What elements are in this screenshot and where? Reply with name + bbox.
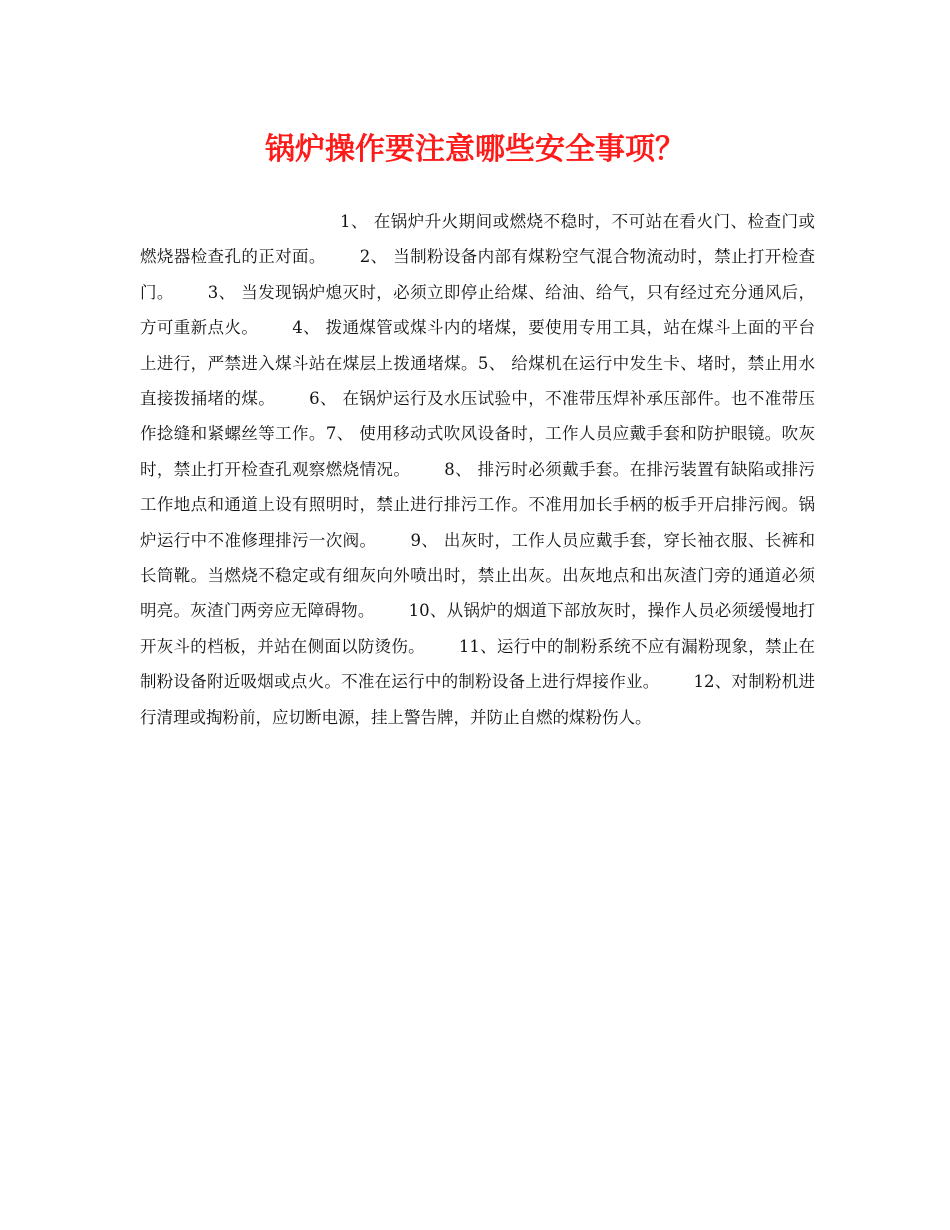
safety-item-5: 5、 给煤机在运行中发生卡、堵时，禁止用水直接拨捅堵的煤。 [140, 353, 815, 409]
safety-item-4: 4、 拨通煤管或煤斗内的堵煤，要使用专用工具，站在煤斗上面的平台上进行，严禁进入煤斗站在煤层上拨通堵煤。 [140, 318, 815, 373]
document-body [140, 204, 815, 735]
safety-item-2: 2、 当制粉设备内部有煤粉空气混合物流动时，禁止打开检查门。 [140, 247, 816, 302]
safety-item-12: 12、对制粉机进行清理或掏粉前，应切断电源，挂上警告牌，并防止自燃的煤粉伤人。 [140, 672, 816, 727]
document-title: 锅炉操作要注意哪些安全事项？ [265, 132, 685, 167]
safety-item-10: 10、从锅炉的烟道下部放灰时，操作人员必须缓慢地打开灰斗的档板，并站在侧面以防烫伤。 [140, 601, 816, 656]
safety-item-11: 11、运行中的制粉系统不应有漏粉现象，禁止在制粉设备附近吸烟或点火。不准在运行中的制粉设备上进行焊接作业。 [140, 636, 816, 692]
safety-item-6: 6、 在锅炉运行及水压试验中，不准带压焊补承压部件。也不准带压作捻缝和紧螺丝等工作。 [140, 389, 815, 444]
safety-item-9: 9、 出灰时，工作人员应戴手套，穿长袖衣服、长裤和长筒靴。当燃烧不稳定或有细灰向外喷出时，禁止出灰。出灰地点和出灰渣门旁的通道必须明亮。灰渣门两旁应无障碍物。 [140, 530, 815, 621]
safety-item-8: 8、 排污时必须戴手套。在排污装置有缺陷或排污工作地点和通道上设有照明时，禁止进行排污工作。不准用加长手柄的板手开启排污阀。锅炉运行中不准修理排污一次阀。 [140, 459, 816, 550]
safety-item-3: 3、 当发现锅炉熄灭时，必须立即停止给煤、给油、给气，只有经过充分通风后，方可重新点火。 [140, 282, 815, 338]
safety-item-7: 7、 使用移动式吹风设备时，工作人员应戴手套和防护眼镜。吹灰时，禁止打开检查孔观察燃烧情况。 [140, 424, 816, 479]
safety-item-1: 1、 在锅炉升火期间或燃烧不稳时，不可站在看火门、检查门或燃烧器检查孔的正对面。 [140, 212, 815, 267]
